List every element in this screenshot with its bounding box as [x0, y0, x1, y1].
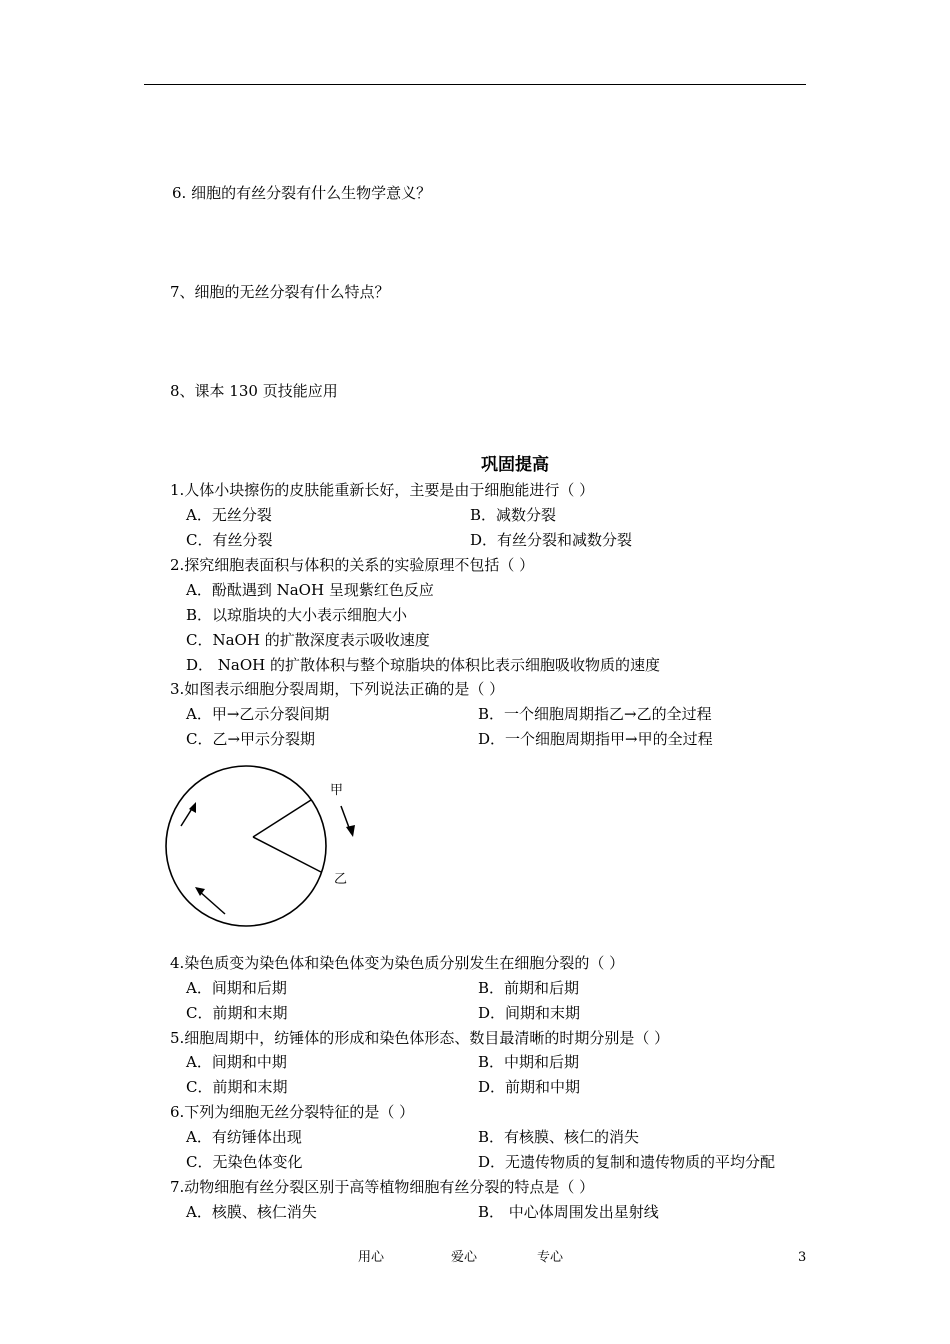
mcq-4-option-a: A．间期和后期 [186, 979, 287, 997]
mcq-3-option-d: D．一个细胞周期指甲→甲的全过程 [478, 730, 713, 748]
label-jia: 甲 [330, 783, 344, 798]
mcq-2-option-b: B．以琼脂块的大小表示细胞大小 [186, 606, 408, 624]
mcq-1-option-b: B．减数分裂 [470, 506, 557, 524]
question-8: 8、课本 130 页技能应用 [170, 382, 338, 400]
footer-word-3: 专心 [537, 1250, 564, 1265]
mcq-7-option-a: A．核膜、核仁消失 [186, 1203, 317, 1221]
mcq-2-option-d: D． NaOH 的扩散体积与整个琼脂块的体积比表示细胞吸收物质的速度 [186, 656, 661, 674]
mcq-3-stem: 3.如图表示细胞分裂周期，下列说法正确的是（ ） [170, 680, 505, 698]
arrow-bottom-icon [199, 891, 225, 914]
mcq-2-option-c: C．NaOH 的扩散深度表示吸收速度 [186, 631, 430, 649]
page-number: 3 [798, 1250, 807, 1265]
question-7: 7、细胞的无丝分裂有什么特点？ [170, 283, 390, 301]
mcq-1-option-d: D．有丝分裂和减数分裂 [470, 531, 633, 549]
cycle-circle [166, 766, 326, 926]
radius-to-yi [253, 837, 321, 872]
mcq-1-stem: 1.人体小块擦伤的皮肤能重新长好，主要是由于细胞能进行（ ） [170, 481, 595, 499]
mcq-1-option-a: A．无丝分裂 [186, 506, 272, 524]
mcq-6-option-a: A．有纺锤体出现 [186, 1128, 302, 1146]
arrow-right-head-icon [346, 825, 355, 837]
footer-word-2: 爱心 [451, 1250, 478, 1265]
mcq-4-option-d: D．间期和末期 [478, 1004, 581, 1022]
mcq-6-stem: 6.下列为细胞无丝分裂特征的是（ ） [170, 1103, 415, 1121]
radius-to-jia [253, 800, 311, 837]
mcq-5-option-a: A．间期和中期 [186, 1053, 287, 1071]
mcq-4-option-b: B．前期和后期 [478, 979, 580, 997]
mcq-4-stem: 4.染色质变为染色体和染色体变为染色质分别发生在细胞分裂的（ ） [170, 954, 625, 972]
mcq-7-stem: 7.动物细胞有丝分裂区别于高等植物细胞有丝分裂的特点是（ ） [170, 1178, 595, 1196]
mcq-2-option-a: A．酚酞遇到 NaOH 呈现紫红色反应 [186, 581, 434, 599]
mcq-3-option-c: C．乙→甲示分裂期 [186, 730, 316, 748]
mcq-5-option-d: D．前期和中期 [478, 1078, 581, 1096]
mcq-3-option-b: B．一个细胞周期指乙→乙的全过程 [478, 705, 712, 723]
mcq-6-option-d: D．无遗传物质的复制和遗传物质的平均分配 [478, 1153, 776, 1171]
mcq-3-option-a: A．甲→乙示分裂间期 [186, 705, 330, 723]
mcq-1-option-c: C．有丝分裂 [186, 531, 273, 549]
question-6: 6. 细胞的有丝分裂有什么生物学意义？ [172, 184, 432, 202]
mcq-5-option-b: B．中期和后期 [478, 1053, 580, 1071]
mcq-7-option-b: B． 中心体周围发出星射线 [478, 1203, 659, 1221]
footer-word-1: 用心 [358, 1250, 385, 1265]
mcq-6-option-c: C．无染色体变化 [186, 1153, 303, 1171]
label-yi: 乙 [334, 872, 348, 887]
mcq-5-stem: 5.细胞周期中，纺锤体的形成和染色体形态、数目最清晰的时期分别是（ ） [170, 1029, 670, 1047]
section-title: 巩固提高 [481, 455, 549, 475]
mcq-6-option-b: B．有核膜、核仁的消失 [478, 1128, 640, 1146]
mcq-4-option-c: C．前期和末期 [186, 1004, 288, 1022]
mcq-2-stem: 2.探究细胞表面积与体积的关系的实验原理不包括（ ） [170, 556, 535, 574]
mcq-5-option-c: C．前期和末期 [186, 1078, 288, 1096]
